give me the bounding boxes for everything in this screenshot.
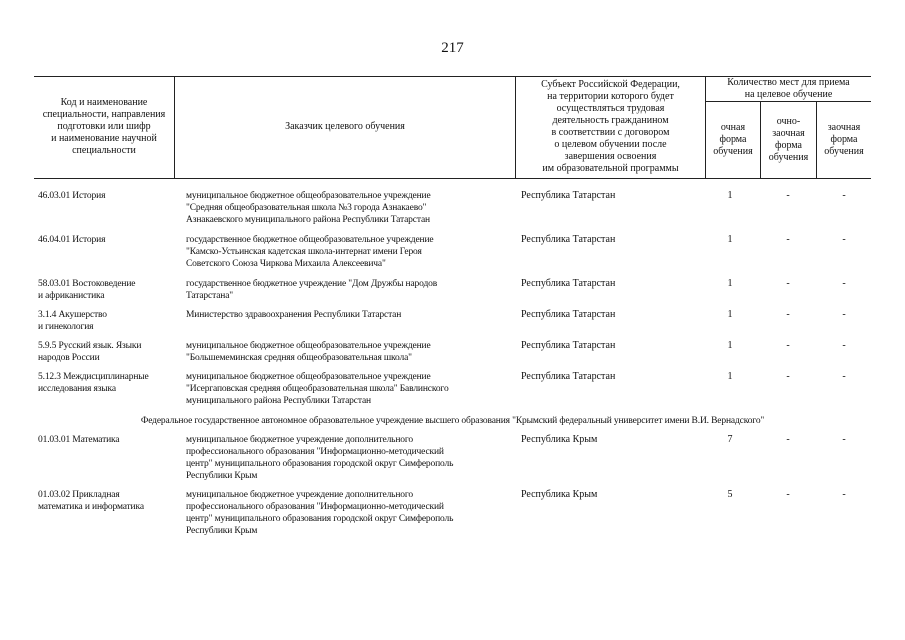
header-places: Количество мест для приема на целевое обучение bbox=[727, 77, 850, 100]
row-full-time: 1 bbox=[727, 309, 733, 320]
row-part-time: - bbox=[786, 234, 790, 245]
places-header-rule bbox=[705, 101, 871, 102]
row-customer: государственное бюджетное учреждение "Дом Дружбы народов Татарстана" bbox=[186, 279, 438, 301]
header-extramural: заочная форма обучения bbox=[824, 121, 864, 157]
row-subject: Республика Татарстан bbox=[521, 309, 616, 320]
row-full-time: 1 bbox=[727, 340, 733, 351]
row-customer: муниципальное бюджетное общеобразовательное учреждение "Большемеминская средняя общеобразовательная школа" bbox=[186, 341, 431, 363]
row-extramural: - bbox=[842, 278, 846, 289]
row-full-time: 7 bbox=[727, 434, 733, 445]
row-full-time: 1 bbox=[727, 278, 733, 289]
row-extramural: - bbox=[842, 234, 846, 245]
row-customer: Министерство здравоохранения Республики Татарстан bbox=[186, 310, 402, 320]
row-specialty: 5.9.5 Русский язык. Языки народов России bbox=[38, 341, 142, 363]
section-heading: Федеральное государственное автономное образовательное учреждение высшего образования "Крымский федеральный университет имени В.И. Вернадского" bbox=[140, 416, 765, 426]
row-customer: муниципальное бюджетное учреждение дополнительного профессионального образования "Информационно-методический центр" муниципального образования городской округ Симферополь Республики Крым bbox=[186, 490, 454, 536]
row-extramural: - bbox=[842, 489, 846, 500]
header-full-time: очная форма обучения bbox=[713, 121, 753, 157]
row-specialty: 3.1.4 Акушерство и гинекология bbox=[38, 310, 107, 332]
row-customer: государственное бюджетное общеобразовательное учреждение "Камско-Устьинская кадетская школа-интернат имени Героя Советского Союза Чиркова Михаила Алексеевича" bbox=[186, 235, 434, 269]
row-specialty: 46.03.01 История bbox=[38, 191, 106, 201]
row-customer: муниципальное бюджетное учреждение дополнительного профессионального образования "Информационно-методический центр" муниципального образования городской округ Симферополь Республики Крым bbox=[186, 435, 454, 481]
row-extramural: - bbox=[842, 190, 846, 201]
row-extramural: - bbox=[842, 434, 846, 445]
row-part-time: - bbox=[786, 371, 790, 382]
header-code: Код и наименование специальности, направления подготовки или шифр и наименование научной специальности bbox=[42, 97, 166, 156]
row-customer: муниципальное бюджетное общеобразовательное учреждение "Средняя общеобразовательная школа №3 города Азнакаево" Азнакаевского муниципального района Республики Татарстан bbox=[186, 191, 431, 225]
row-full-time: 5 bbox=[727, 489, 733, 500]
row-full-time: 1 bbox=[727, 371, 733, 382]
row-specialty: 46.04.01 История bbox=[38, 235, 106, 245]
header-subject: Субъект Российской Федерации, на территории которого будет осуществляться трудовая деятельность гражданином в соответствии с договором о целевом обучении после завершения освоения им образовательной программы bbox=[541, 79, 680, 174]
header-customer: Заказчик целевого обучения bbox=[285, 121, 405, 132]
row-subject: Республика Крым bbox=[521, 489, 598, 500]
row-subject: Республика Крым bbox=[521, 434, 598, 445]
row-part-time: - bbox=[786, 190, 790, 201]
row-subject: Республика Татарстан bbox=[521, 190, 616, 201]
row-subject: Республика Татарстан bbox=[521, 278, 616, 289]
row-extramural: - bbox=[842, 340, 846, 351]
row-specialty: 5.12.3 Междисциплинарные исследования языка bbox=[38, 372, 149, 394]
row-part-time: - bbox=[786, 434, 790, 445]
row-full-time: 1 bbox=[727, 234, 733, 245]
row-part-time: - bbox=[786, 278, 790, 289]
row-part-time: - bbox=[786, 489, 790, 500]
row-full-time: 1 bbox=[727, 190, 733, 201]
row-customer: муниципальное бюджетное общеобразовательное учреждение "Исергаповская средняя общеобразовательная школа" Бавлинского муниципального района Республики Татарстан bbox=[186, 372, 449, 406]
page-number: 217 bbox=[441, 40, 464, 56]
row-subject: Республика Татарстан bbox=[521, 234, 616, 245]
header-part-time: очно- заочная форма обучения bbox=[768, 115, 809, 163]
row-extramural: - bbox=[842, 309, 846, 320]
row-subject: Республика Татарстан bbox=[521, 371, 616, 382]
row-specialty: 01.03.02 Прикладная математика и информатика bbox=[38, 490, 144, 512]
row-subject: Республика Татарстан bbox=[521, 340, 616, 351]
table-header-bottom-rule bbox=[34, 178, 871, 179]
row-specialty: 01.03.01 Математика bbox=[38, 435, 120, 445]
row-part-time: - bbox=[786, 340, 790, 351]
row-extramural: - bbox=[842, 371, 846, 382]
row-specialty: 58.03.01 Востоковедение и африканистика bbox=[38, 279, 136, 301]
row-part-time: - bbox=[786, 309, 790, 320]
